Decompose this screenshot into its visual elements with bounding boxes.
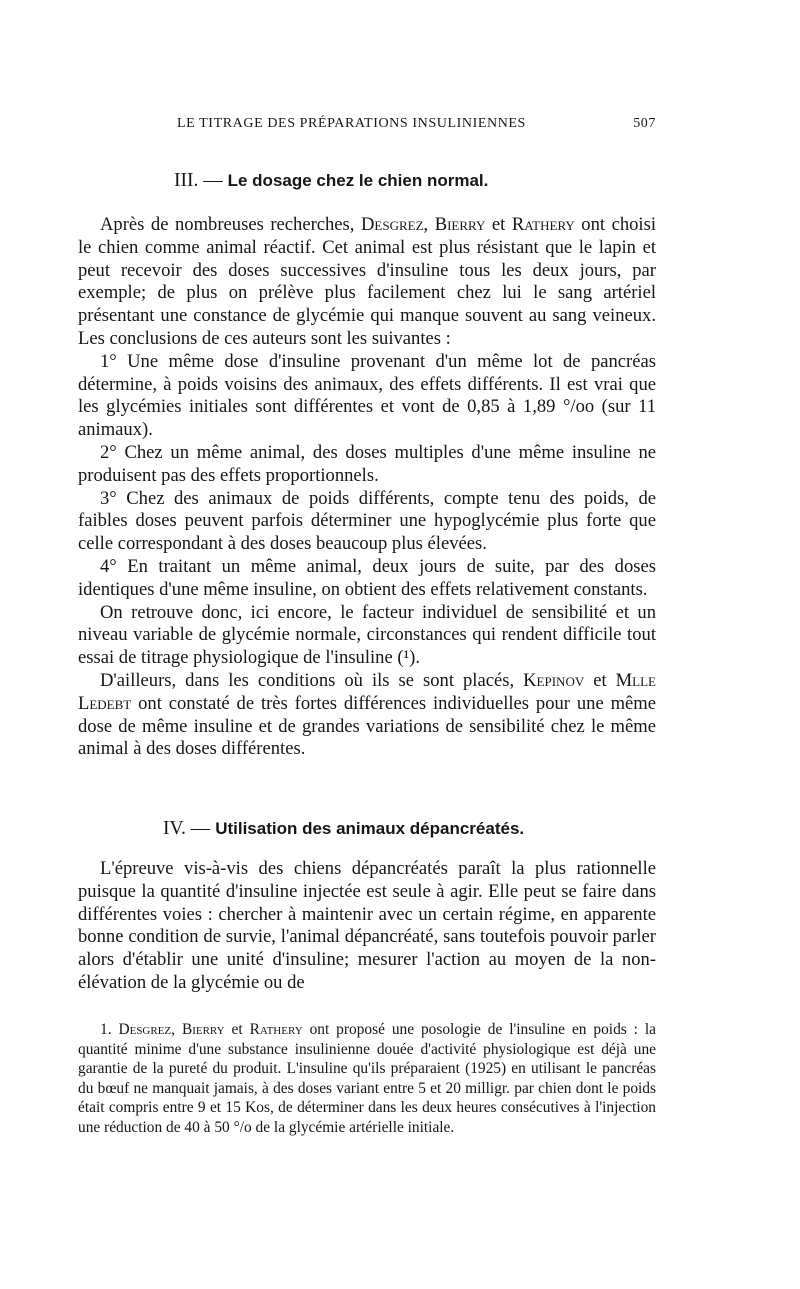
paragraph: 3° Chez des animaux de poids différents, compte tenu des poids, de faibles doses peuvent parfois déterminer une hypoglycémie plus forte que celle correspondant à des doses beaucoup plus élevées.	[78, 487, 656, 555]
author-name: Kepinov	[523, 669, 585, 691]
paragraph: On retrouve donc, ici encore, le facteur individuel de sensibilité et un niveau variable de glycémie normale, circonstances qui rendent difficile tout essai de titrage physiologique de l'insuline (¹).	[78, 601, 656, 669]
text-run: et	[485, 214, 512, 235]
author-name: Desgrez	[118, 1021, 172, 1038]
paragraph: 4° En traitant un même animal, deux jours de suite, par des doses identiques d'une même insuline, on obtient des effets relativement constants.	[78, 555, 656, 600]
running-title: LE TITRAGE DES PRÉPARATIONS INSULINIENNES	[177, 116, 526, 131]
author-name: Bierry	[181, 1021, 225, 1038]
text-run: ,	[171, 1021, 182, 1038]
section-title: Le dosage chez le chien normal.	[227, 171, 489, 190]
text-run: et	[584, 669, 616, 691]
text-run: ,	[423, 214, 435, 235]
paragraph	[78, 214, 656, 351]
paragraph: L'épreuve vis-à-vis des chiens dépancréatés paraît la plus rationnelle puisque la quantité d'insuline injectée est seule à agir. Elle peut se faire dans différentes voies : chercher à maintenir avec un certain régime, en apparente bonne condition de survie, l'animal dépancréaté, sans toutefois pouvoir parler alors d'établir une unité d'insuline; mesurer l'action au moyen de la non-élévation de la glycémie ou de	[78, 858, 656, 993]
text-run: Après de nombreuses recherches,	[100, 214, 361, 235]
footnote-text	[78, 1020, 656, 1137]
section-number: III. —	[174, 170, 228, 191]
footnote-number: 1.	[100, 1021, 119, 1038]
author-name: Mlle Ledebt	[78, 669, 656, 714]
author-name: Desgrez	[360, 214, 424, 235]
section-title: Utilisation des animaux dépancréatés.	[215, 819, 525, 838]
section-heading-iv	[163, 818, 524, 840]
section-number: IV. —	[163, 818, 216, 839]
section-iii-body	[78, 214, 656, 761]
paragraph	[78, 670, 656, 761]
text-run: ont choisi le chien comme animal réactif. Cet animal est plus résistant que le lapin et peut recevoir des doses successives d'insuline tous les deux jours, par exemple; de plus on prélève plus facilement chez lui le sang artériel présentant une constance de glycémie qui manque souvent au sang veineux. Les conclusions de ces auteurs sont les suivantes :	[78, 214, 657, 349]
author-name: Bierry	[434, 214, 486, 235]
author-name: Rathery	[511, 214, 575, 235]
text-run: ont constaté de très fortes différences individuelles pour une même dose de même insuline et de grandes variations de sensibilité chez le même animal à des doses différentes.	[78, 692, 656, 760]
text-run: D'ailleurs, dans les conditions où ils se sont placés,	[100, 669, 524, 691]
section-iv-body	[78, 858, 656, 995]
text-run: ont proposé une posologie de l'insuline en poids : la quantité minime d'une substance insulinienne douée d'activité physiologique est déjà une garantie de la pureté du produit. L'insuline qu'ils préparaient (1925) en utilisant le pancréas du bœuf ne manquait jamais, à des doses variant entre 5 et 20 milligr. par chien dont le poids était compris entre 9 et 15 Kos, de déterminer dans les deux heures consécutives à l'injection une réduction de 40 à 50 °/o de la glycémie artérielle initiale.	[78, 1021, 657, 1136]
text-run: et	[224, 1021, 250, 1038]
paragraph: 1° Une même dose d'insuline provenant d'un même lot de pancréas détermine, à poids voisins des animaux, des effets différents. Il est vrai que les glycémies initiales sont différentes et vont de 0,85 à 1,89 °/oo (sur 11 animaux).	[78, 350, 656, 441]
author-name: Rathery	[249, 1021, 303, 1038]
footnote	[78, 1020, 656, 1137]
paragraph: 2° Chez un même animal, des doses multiples d'une même insuline ne produisent pas des effets proportionnels.	[78, 441, 656, 486]
section-heading-iii	[174, 170, 488, 192]
page-number: 507	[633, 116, 656, 131]
